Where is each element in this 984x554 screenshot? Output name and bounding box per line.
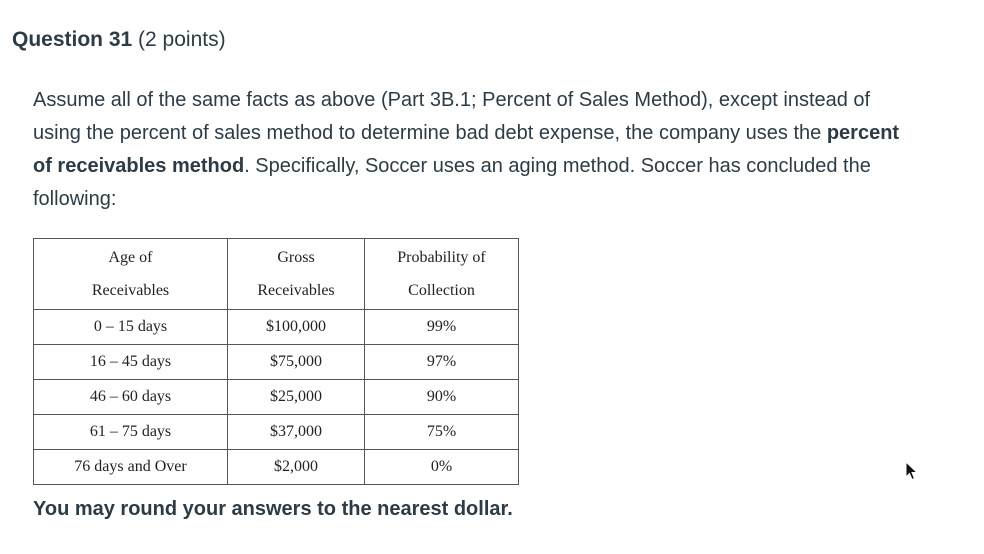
table-row [34,450,519,485]
age-cell: 46 – 60 days [34,380,228,415]
age-cell: 0 – 15 days [34,310,228,345]
table-row [34,415,519,450]
age-cell: 16 – 45 days [34,345,228,380]
question-text [33,84,913,216]
table-row [34,345,519,380]
header-gross-line2: Receivables [257,282,335,299]
gross-cell: $75,000 [228,345,365,380]
header-age-line2: Receivables [91,282,170,299]
header-gross-line1: Gross [277,249,315,266]
gross-cell: $100,000 [228,310,365,345]
question-text-part1: Assume all of the same facts as above (Part 3B.1; Percent of Sales Method), except instead of using the percent of sales method to determine bad debt expense, the company uses the [33,89,871,144]
probability-cell: 99% [365,310,519,345]
header-age [34,239,228,310]
rounding-note: You may round your answers to the nearest dollar. [33,498,513,520]
probability-cell: 0% [365,450,519,485]
probability-cell: 75% [365,415,519,450]
gross-cell: $37,000 [228,415,365,450]
table-row [34,310,519,345]
mouse-pointer-icon [905,461,919,481]
header-gross [228,239,365,310]
age-cell: 61 – 75 days [34,415,228,450]
question-header [12,28,226,52]
question-text-part2: . Specifically, Soccer uses an aging method. Soccer has concluded the following: [33,155,871,210]
header-probability-line2: Collection [408,282,475,299]
question-text-emphasis: percent of receivables method [33,122,900,177]
age-cell: 76 days and Over [34,450,228,485]
header-age-line1: Age of [108,249,153,266]
aging-table [33,238,519,485]
header-probability-line1: Probability of [397,249,486,266]
gross-cell: $25,000 [228,380,365,415]
header-probability [365,239,519,310]
question-title: Question 31 [12,28,133,51]
probability-cell: 90% [365,380,519,415]
table-header-row [34,239,519,310]
probability-cell: 97% [365,345,519,380]
table-row [34,380,519,415]
gross-cell: $2,000 [228,450,365,485]
question-points: (2 points) [138,28,226,51]
